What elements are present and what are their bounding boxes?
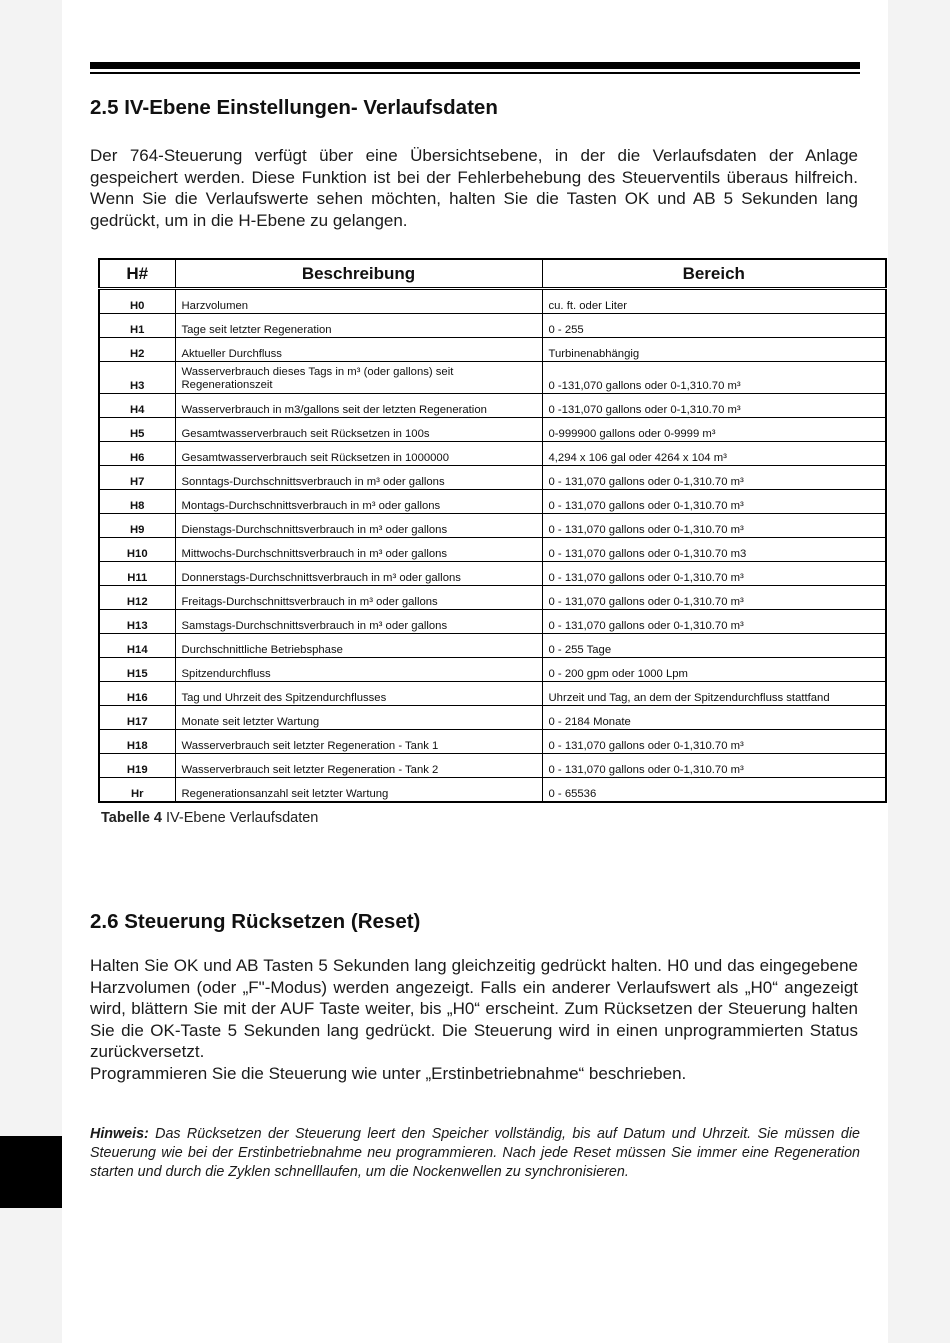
cell-description: Aktueller Durchfluss <box>175 338 542 362</box>
section-26-paragraph: Halten Sie OK und AB Tasten 5 Sekunden lang gleichzeitig gedrückt halten. H0 und das eingegebene Harzvolumen (oder „F"-Modus) werden angezeigt. Falls ein anderer Verlaufswert als „H0“ angezeigt wird, blättern Sie mit der AUF Taste weiter, bis „H0“ erscheint. Zum Rücksetzen der Steuerung halten Sie die OK-Taste 5 Sekunden lang gedrückt. Die Steuerung wird in einen unprogrammierten Status zurückversetzt. <box>90 956 858 1061</box>
cell-description: Samstags-Durchschnittsverbrauch in m³ oder gallons <box>175 610 542 634</box>
cell-description: Montags-Durchschnittsverbrauch in m³ oder gallons <box>175 490 542 514</box>
cell-range: 0 - 131,070 gallons oder 0-1,310.70 m³ <box>542 490 886 514</box>
table-row <box>99 562 886 586</box>
cell-description: Gesamtwasserverbrauch seit Rücksetzen in 1000000 <box>175 442 542 466</box>
table-body <box>99 289 886 803</box>
cell-code: H11 <box>99 562 175 586</box>
header-code: H# <box>99 259 175 289</box>
cell-description: Tag und Uhrzeit des Spitzendurchflusses <box>175 682 542 706</box>
cell-code: Hr <box>99 778 175 803</box>
section-26-text <box>90 955 858 1084</box>
cell-range: 0 - 131,070 gallons oder 0-1,310.70 m³ <box>542 754 886 778</box>
cell-range: cu. ft. oder Liter <box>542 289 886 314</box>
cell-code: H2 <box>99 338 175 362</box>
cell-range: 0 - 131,070 gallons oder 0-1,310.70 m³ <box>542 730 886 754</box>
table-row <box>99 754 886 778</box>
cell-description: Mittwochs-Durchschnittsverbrauch in m³ oder gallons <box>175 538 542 562</box>
cell-range: 0 - 131,070 gallons oder 0-1,310.70 m³ <box>542 514 886 538</box>
cell-description: Wasserverbrauch seit letzter Regeneration - Tank 1 <box>175 730 542 754</box>
cell-code: H19 <box>99 754 175 778</box>
table-header-row <box>99 259 886 289</box>
cell-code: H3 <box>99 362 175 394</box>
section-26-paragraph-2: Programmieren Sie die Steuerung wie unter „Erstinbetriebnahme“ beschrieben. <box>90 1063 687 1083</box>
top-rule <box>90 62 860 69</box>
table-caption <box>101 810 318 826</box>
cell-range: 0 - 131,070 gallons oder 0-1,310.70 m³ <box>542 562 886 586</box>
cell-description: Wasserverbrauch dieses Tags in m³ (oder gallons) seit Regenerationszeit <box>175 362 542 394</box>
note-label: Hinweis: <box>90 1126 149 1142</box>
cell-code: H4 <box>99 394 175 418</box>
cell-range: 4,294 x 106 gal oder 4264 x 104 m³ <box>542 442 886 466</box>
table-row <box>99 362 886 394</box>
note <box>90 1125 860 1182</box>
cell-description: Donnerstags-Durchschnittsverbrauch in m³ oder gallons <box>175 562 542 586</box>
table-row <box>99 490 886 514</box>
cell-code: H0 <box>99 289 175 314</box>
cell-description: Durchschnittliche Betriebsphase <box>175 634 542 658</box>
cell-description: Wasserverbrauch in m3/gallons seit der letzten Regeneration <box>175 394 542 418</box>
table-row <box>99 338 886 362</box>
cell-range: 0 - 200 gpm oder 1000 Lpm <box>542 658 886 682</box>
table-row <box>99 778 886 803</box>
cell-code: H5 <box>99 418 175 442</box>
cell-range: 0 - 131,070 gallons oder 0-1,310.70 m³ <box>542 586 886 610</box>
header-description: Beschreibung <box>175 259 542 289</box>
table-row <box>99 634 886 658</box>
cell-description: Spitzendurchfluss <box>175 658 542 682</box>
cell-range: 0 - 255 <box>542 314 886 338</box>
table-row <box>99 730 886 754</box>
top-rule-thin <box>90 72 860 74</box>
table-row <box>99 394 886 418</box>
cell-code: H12 <box>99 586 175 610</box>
table-row <box>99 682 886 706</box>
table-row <box>99 314 886 338</box>
note-text: Das Rücksetzen der Steuerung leert den Speicher vollständig, bis auf Datum und Uhrzeit. Sie müssen die Steuerung wie bei der Erstinbetriebnahme neu programmieren. Nach jede Reset müssen Sie immer eine Regeneration starten und durch die Zyklen schnelllaufen, um die Nockenwellen zu synchronisieren. <box>90 1126 860 1180</box>
header-range: Bereich <box>542 259 886 289</box>
cell-code: H13 <box>99 610 175 634</box>
cell-range: 0 -131,070 gallons oder 0-1,310.70 m³ <box>542 394 886 418</box>
cell-range: 0 - 131,070 gallons oder 0-1,310.70 m³ <box>542 610 886 634</box>
cell-description: Tage seit letzter Regeneration <box>175 314 542 338</box>
cell-range: 0 -131,070 gallons oder 0-1,310.70 m³ <box>542 362 886 394</box>
caption-label: Tabelle 4 <box>101 810 162 826</box>
cell-range: 0 - 131,070 gallons oder 0-1,310.70 m³ <box>542 466 886 490</box>
table-row <box>99 289 886 314</box>
section-25-heading: 2.5 IV-Ebene Einstellungen- Verlaufsdaten <box>90 96 498 119</box>
table-row <box>99 418 886 442</box>
table-row <box>99 538 886 562</box>
cell-code: H7 <box>99 466 175 490</box>
table-row <box>99 466 886 490</box>
cell-code: H8 <box>99 490 175 514</box>
table-row <box>99 514 886 538</box>
cell-range: 0 - 131,070 gallons oder 0-1,310.70 m3 <box>542 538 886 562</box>
cell-code: H1 <box>99 314 175 338</box>
cell-code: H17 <box>99 706 175 730</box>
cell-code: H14 <box>99 634 175 658</box>
cell-description: Gesamtwasserverbrauch seit Rücksetzen in 100s <box>175 418 542 442</box>
cell-description: Monate seit letzter Wartung <box>175 706 542 730</box>
cell-description: Dienstags-Durchschnittsverbrauch in m³ oder gallons <box>175 514 542 538</box>
cell-description: Regenerationsanzahl seit letzter Wartung <box>175 778 542 803</box>
cell-code: H18 <box>99 730 175 754</box>
table-row <box>99 610 886 634</box>
cell-range: 0 - 65536 <box>542 778 886 803</box>
cell-code: H9 <box>99 514 175 538</box>
cell-range: 0-999900 gallons oder 0-9999 m³ <box>542 418 886 442</box>
cell-code: H6 <box>99 442 175 466</box>
cell-range: Uhrzeit und Tag, an dem der Spitzendurchfluss stattfand <box>542 682 886 706</box>
cell-range: Turbinenabhängig <box>542 338 886 362</box>
table-row <box>99 706 886 730</box>
history-data-table <box>98 258 887 803</box>
cell-description: Sonntags-Durchschnittsverbrauch in m³ oder gallons <box>175 466 542 490</box>
cell-description: Freitags-Durchschnittsverbrauch in m³ oder gallons <box>175 586 542 610</box>
section-25-intro: Der 764-Steuerung verfügt über eine Übersichtsebene, in der die Verlaufsdaten der Anlage gespeichert werden. Diese Funktion ist bei der Fehlerbehebung des Steuerventils überaus hilfreich. Wenn Sie die Verlaufswerte sehen möchten, halten Sie die Tasten OK und AB 5 Sekunden lang gedrückt, um in die H-Ebene zu gelangen. <box>90 146 858 230</box>
table-row <box>99 586 886 610</box>
cell-code: H15 <box>99 658 175 682</box>
cell-range: 0 - 255 Tage <box>542 634 886 658</box>
table-row <box>99 658 886 682</box>
side-tab-marker <box>0 1136 62 1208</box>
table-row <box>99 442 886 466</box>
cell-code: H10 <box>99 538 175 562</box>
cell-range: 0 - 2184 Monate <box>542 706 886 730</box>
caption-text: IV-Ebene Verlaufsdaten <box>161 810 319 826</box>
cell-description: Harzvolumen <box>175 289 542 314</box>
cell-description: Wasserverbrauch seit letzter Regeneration - Tank 2 <box>175 754 542 778</box>
cell-code: H16 <box>99 682 175 706</box>
section-26-heading: 2.6 Steuerung Rücksetzen (Reset) <box>90 910 421 933</box>
